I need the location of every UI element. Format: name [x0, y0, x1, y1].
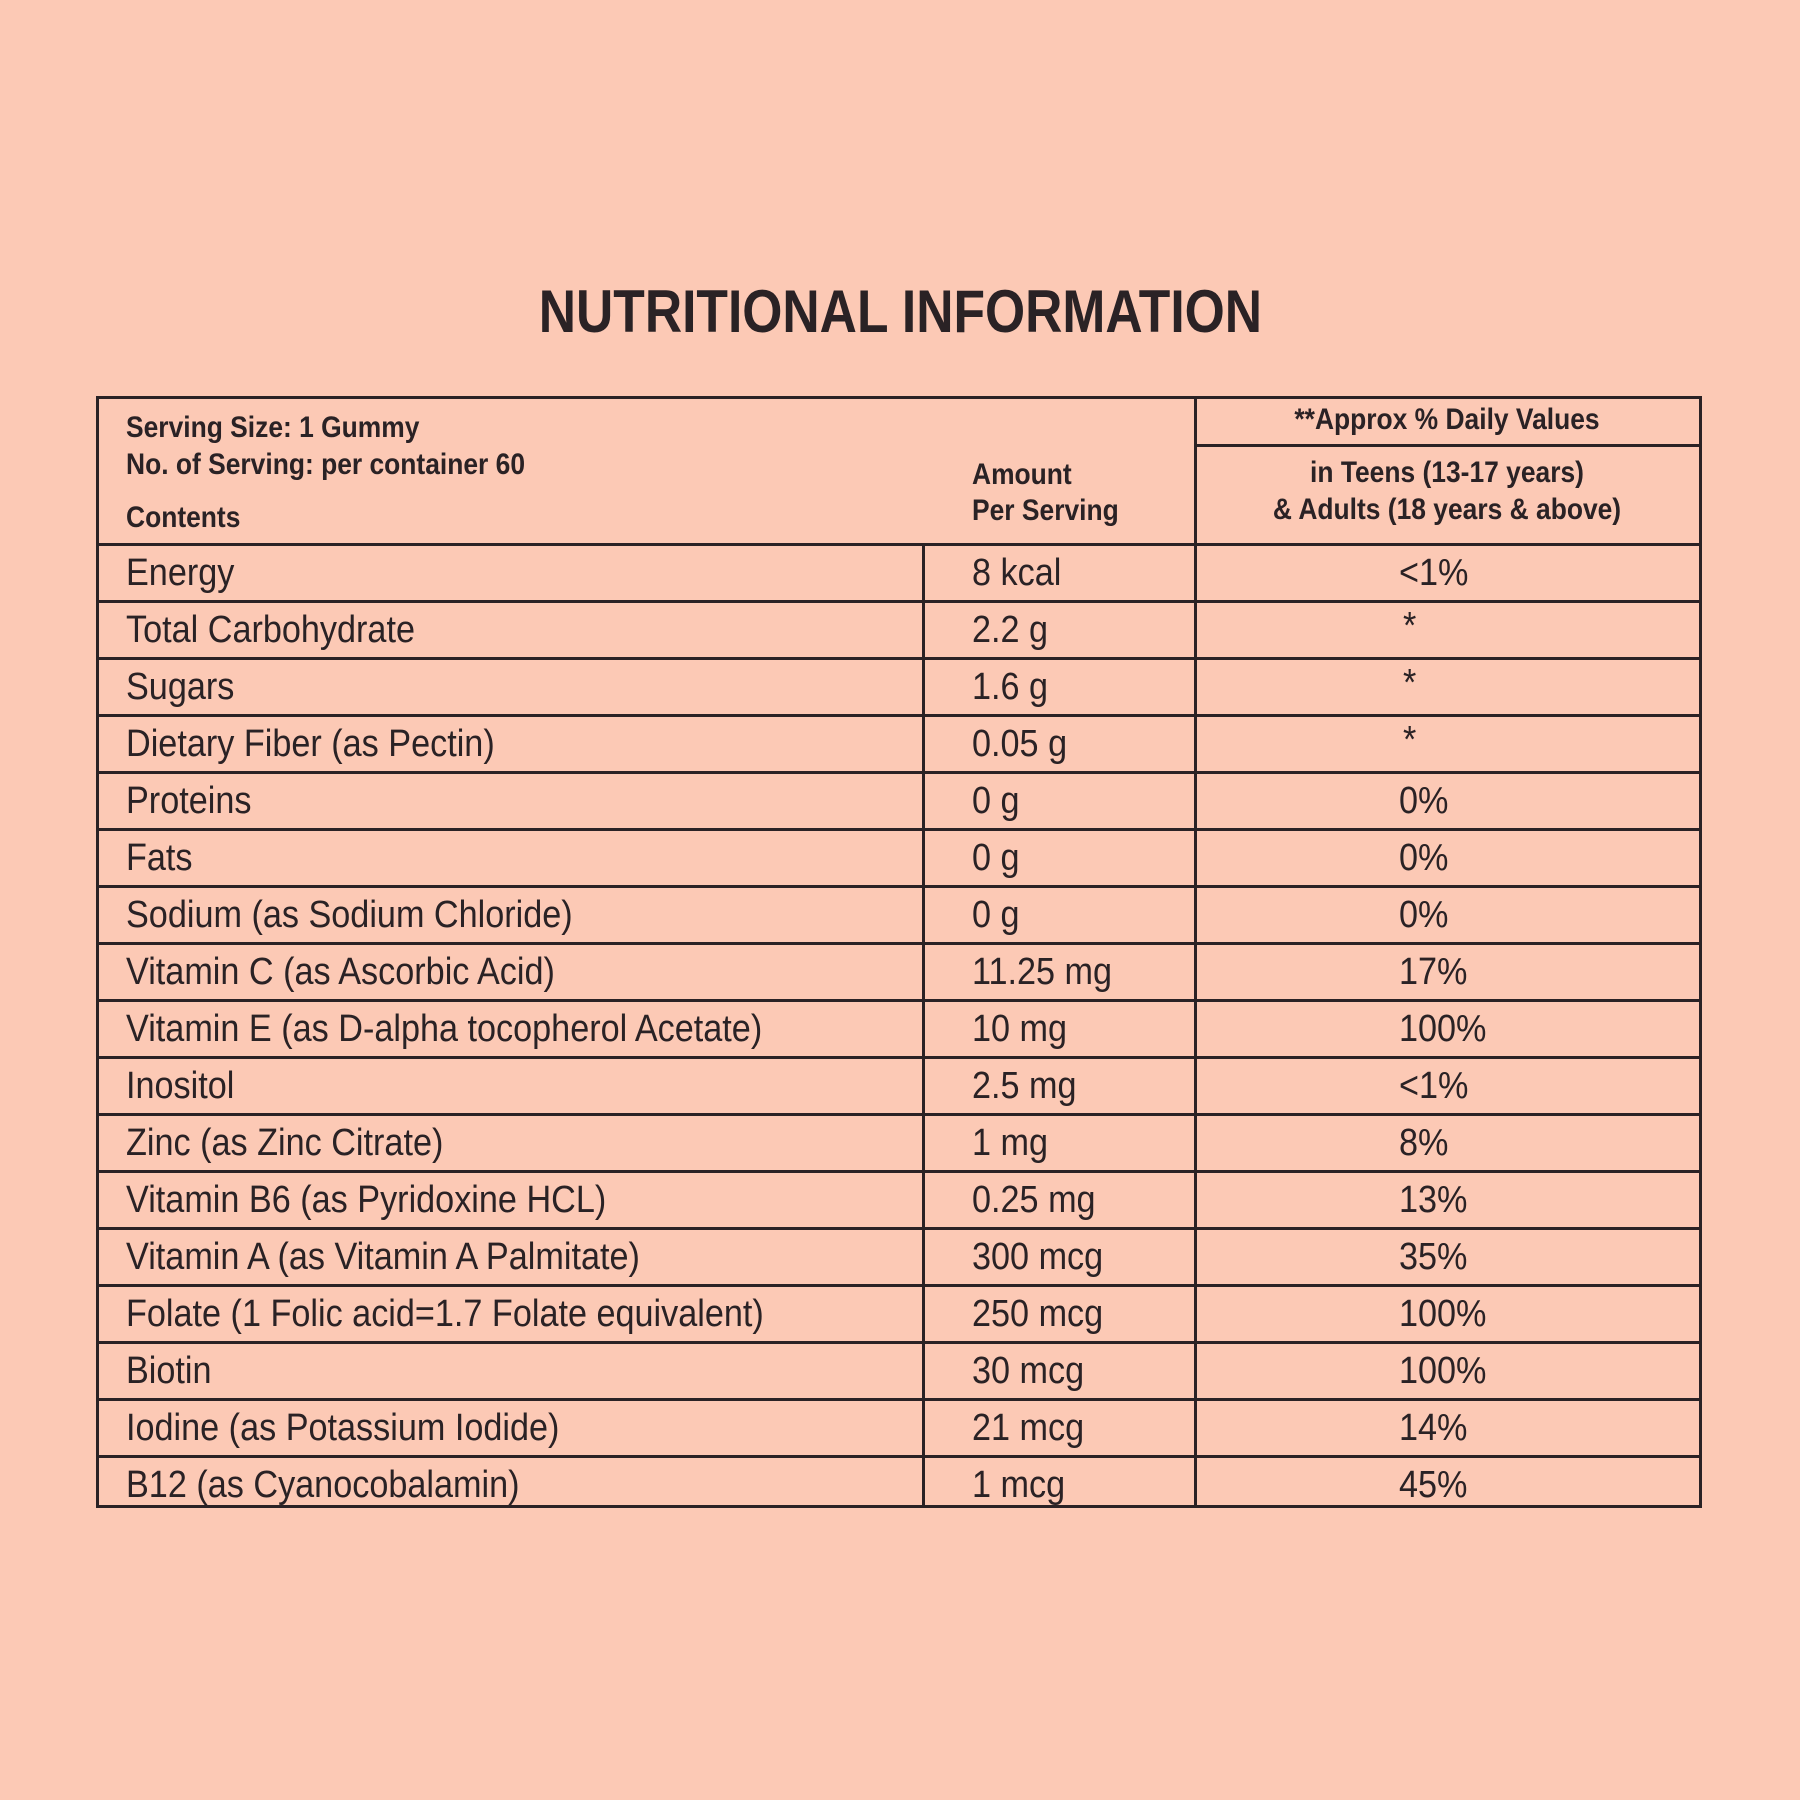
amount-per-serving: 0.05 g — [972, 723, 1068, 765]
amount-heading-line1: Amount — [972, 458, 1072, 491]
table-row — [99, 1344, 1699, 1401]
nutrient-name: Inositol — [126, 1065, 235, 1107]
daily-value: 8% — [1399, 1122, 1449, 1164]
nutrient-name: Sodium (as Sodium Chloride) — [126, 894, 573, 936]
amount-heading-line2: Per Serving — [972, 494, 1119, 527]
nutrient-name: Proteins — [126, 780, 252, 822]
amount-per-serving: 1 mcg — [972, 1464, 1066, 1506]
daily-values-sub-line2: & Adults (18 years & above) — [1272, 493, 1622, 526]
amount-per-serving: 21 mcg — [972, 1407, 1085, 1449]
contents-heading: Contents — [126, 501, 241, 534]
daily-values-heading: **Approx % Daily Values — [1294, 403, 1600, 436]
nutrient-name: Sugars — [126, 666, 235, 708]
table-row — [99, 717, 1699, 774]
nutrient-name: Vitamin C (as Ascorbic Acid) — [126, 951, 555, 993]
nutrient-name: Vitamin E (as D-alpha tocopherol Acetate) — [126, 1008, 763, 1050]
amount-per-serving: 1 mg — [972, 1122, 1049, 1164]
daily-value: 0% — [1399, 837, 1449, 879]
daily-value: 14% — [1399, 1407, 1468, 1449]
table-row — [99, 1458, 1699, 1512]
nutrient-name: Biotin — [126, 1350, 212, 1392]
servings-per-container: No. of Serving: per container 60 — [126, 448, 526, 481]
daily-value: 45% — [1399, 1464, 1468, 1506]
table-row — [99, 1116, 1699, 1173]
daily-value: * — [1403, 662, 1417, 704]
table-body — [99, 546, 1699, 1512]
nutrient-name: Energy — [126, 552, 235, 594]
amount-per-serving: 300 mcg — [972, 1236, 1104, 1278]
amount-per-serving: 1.6 g — [972, 666, 1049, 708]
nutrient-name: Vitamin A (as Vitamin A Palmitate) — [126, 1236, 640, 1278]
table-row — [99, 660, 1699, 717]
daily-value: 13% — [1399, 1179, 1468, 1221]
table-row — [99, 774, 1699, 831]
table-row — [99, 546, 1699, 603]
table-row — [99, 945, 1699, 1002]
page-title: NUTRITIONAL INFORMATION — [538, 278, 1263, 345]
amount-per-serving: 0.25 mg — [972, 1179, 1096, 1221]
nutrient-name: Vitamin B6 (as Pyridoxine HCL) — [126, 1179, 607, 1221]
daily-value: <1% — [1399, 1065, 1469, 1107]
nutrient-name: Total Carbohydrate — [126, 609, 415, 651]
table-row — [99, 888, 1699, 945]
amount-per-serving: 10 mg — [972, 1008, 1068, 1050]
table-row — [99, 1230, 1699, 1287]
table-row — [99, 1002, 1699, 1059]
nutrition-table — [96, 396, 1702, 1508]
daily-value: * — [1403, 719, 1417, 761]
daily-value: 100% — [1399, 1293, 1487, 1335]
table-row — [99, 603, 1699, 660]
nutrient-name: Folate (1 Folic acid=1.7 Folate equivalent) — [126, 1293, 764, 1335]
table-row — [99, 1059, 1699, 1116]
daily-value: 35% — [1399, 1236, 1468, 1278]
nutrient-name: Iodine (as Potassium Iodide) — [126, 1407, 560, 1449]
amount-per-serving: 11.25 mg — [972, 951, 1113, 993]
daily-value: * — [1403, 605, 1417, 647]
nutrient-name: Fats — [126, 837, 193, 879]
serving-size: Serving Size: 1 Gummy — [126, 411, 420, 444]
daily-value: 0% — [1399, 894, 1449, 936]
daily-value: 100% — [1399, 1350, 1487, 1392]
daily-value: 100% — [1399, 1008, 1487, 1050]
table-row — [99, 831, 1699, 888]
header-divider-horizontal — [1197, 444, 1699, 447]
table-row — [99, 1173, 1699, 1230]
daily-value: 0% — [1399, 780, 1449, 822]
table-row — [99, 1401, 1699, 1458]
nutrient-name: Zinc (as Zinc Citrate) — [126, 1122, 444, 1164]
nutrient-name: B12 (as Cyanocobalamin) — [126, 1464, 520, 1506]
amount-per-serving: 2.5 mg — [972, 1065, 1077, 1107]
amount-per-serving: 2.2 g — [972, 609, 1049, 651]
amount-per-serving: 0 g — [972, 837, 1020, 879]
table-header — [99, 399, 1699, 546]
nutrient-name: Dietary Fiber (as Pectin) — [126, 723, 495, 765]
amount-per-serving: 8 kcal — [972, 552, 1062, 594]
amount-per-serving: 0 g — [972, 780, 1020, 822]
amount-per-serving: 0 g — [972, 894, 1020, 936]
daily-value: <1% — [1399, 552, 1469, 594]
daily-values-sub-line1: in Teens (13-17 years) — [1310, 456, 1584, 489]
amount-per-serving: 250 mcg — [972, 1293, 1104, 1335]
daily-value: 17% — [1399, 951, 1468, 993]
amount-per-serving: 30 mcg — [972, 1350, 1085, 1392]
table-row — [99, 1287, 1699, 1344]
